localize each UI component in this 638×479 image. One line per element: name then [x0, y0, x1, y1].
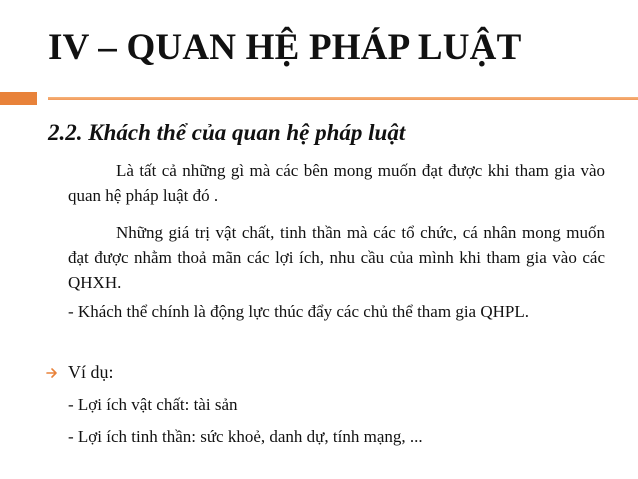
paragraph-values: Những giá trị vật chất, tinh thần mà các tổ chức, cá nhân mong muốn đạt được nhằm thoả mãn các lợi ích, nhu cầu của mình khi tham gia vào các QHXH. [68, 223, 605, 292]
example-item-spiritual: - Lợi ích tinh thần: sức khoẻ, danh dự, tính mạng, ... [68, 427, 423, 446]
paragraph-motivation: - Khách thể chính là động lực thúc đẩy các chủ thể tham gia QHPL. [68, 302, 529, 321]
slide-title: IV – QUAN HỆ PHÁP LUẬT [48, 27, 522, 68]
title-accent-block [0, 92, 37, 105]
example-label: Ví dụ: [68, 362, 114, 382]
example-item-material: - Lợi ích vật chất: tài sản [68, 395, 238, 414]
section-heading: 2.2. Khách thể của quan hệ pháp luật [48, 120, 406, 145]
paragraph-definition: Là tất cả những gì mà các bên mong muốn đạt được khi tham gia vào quan hệ pháp luật đó . [68, 161, 605, 205]
example-bullet [46, 360, 114, 385]
title-divider [48, 97, 638, 100]
arrow-right-icon [46, 365, 58, 381]
